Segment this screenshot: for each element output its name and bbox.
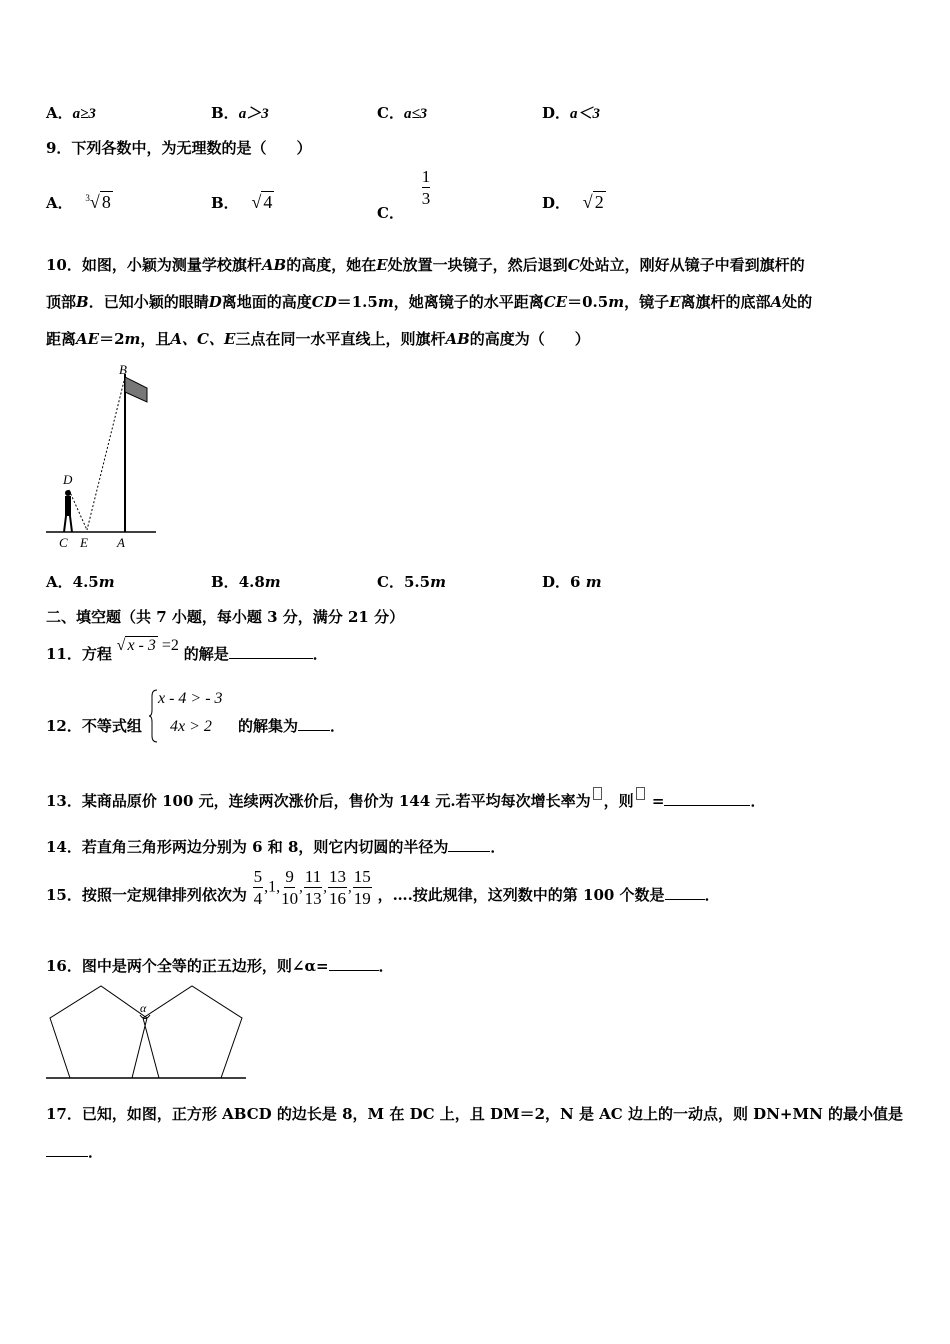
- system-brace: [148, 688, 158, 744]
- q16: 16．图中是两个全等的正五边形，则∠α= ．: [46, 957, 394, 975]
- label-d: D: [63, 472, 73, 487]
- label-e: E: [80, 535, 88, 550]
- q17: 17．已知，如图，正方形 ABCD 的边长是 8，M 在 DC 上，且 DM＝2，N 是 AC 边上的一动点，则 DN+MN 的最小值是．: [46, 1105, 904, 1161]
- pentagons-figure: [44, 982, 248, 1082]
- fraction-11-13: $\frac{11}{13}$: [304, 867, 322, 908]
- fraction-13-16: $\frac{13}{16}$: [329, 867, 347, 908]
- q12-prefix: 12．不等式组: [46, 717, 142, 735]
- section-heading: 二、填空题（共 7 小题，每小题 3 分，满分 21 分）: [46, 608, 405, 626]
- q10-line-2: 顶部B．已知小颖的眼睛D离地面的高度CD＝1.5m，她离镜子的水平距离CE＝0.5m，镜子E离旗杆的底部A处的: [46, 293, 813, 311]
- person-figure: [64, 490, 72, 532]
- q10-option-c: C．5.5m: [377, 573, 446, 591]
- q13: 13．某商品原价 100 元，连续两次涨价后，售价为 144 元.若平均每次增长率为 ，则 = ．: [46, 787, 765, 811]
- q10-line-1: 10．如图，小颖为测量学校旗杆AB的高度，她在E处放置一块镜子，然后退到C处站立，刚好从镜子中看到旗杆的: [46, 256, 805, 274]
- flagpole-figure: [44, 362, 160, 552]
- q11: 11．方程 √ x - 3 =2 的解是 ．: [46, 637, 328, 663]
- q10-line-3: 距离AE＝2m，且A、C、E三点在同一水平直线上，则旗杆AB的高度为（ ）: [46, 330, 590, 348]
- sqrt-2: √ 2: [582, 192, 604, 212]
- q12-inequality-1: x - 4 > - 3: [158, 690, 223, 707]
- q14: 14．若直角三角形两边分别为 6 和 8，则它内切圆的半径为 ．: [46, 838, 506, 856]
- q9-stem: 9．下列各数中，为无理数的是（ ）: [46, 139, 312, 157]
- q8-option-b: B．a＞3: [211, 104, 269, 122]
- q9-option-d: D． √ 2: [542, 192, 604, 212]
- variable-placeholder: [593, 787, 602, 800]
- fraction-5-4: $\frac{5}{4}$: [253, 867, 263, 908]
- label-c: C: [59, 535, 68, 550]
- fraction-9-10: $\frac{9}{10}$: [281, 867, 299, 908]
- q9-option-b: B． √ 4: [211, 192, 273, 212]
- q8-option-c: C．a≤3: [377, 104, 428, 122]
- q8-option-a: A．a≥3: [46, 104, 96, 122]
- q12-inequality-2: 4x > 2: [170, 718, 212, 735]
- sight-line-be: [87, 377, 125, 530]
- cube-root-8: $^3$√ 8: [85, 192, 111, 212]
- q12-suffix: 的解集为 ．: [238, 717, 346, 735]
- q8-option-d: D．a＜3: [542, 104, 601, 122]
- right-pentagon: [143, 986, 242, 1078]
- sqrt-x-minus-3: √ x - 3: [116, 637, 156, 654]
- fraction-one-third: $\frac{1}{3}$: [421, 167, 431, 208]
- label-b: B: [119, 362, 127, 377]
- q9-option-a: A． $^3$√ 8: [46, 192, 111, 212]
- variable-placeholder: [636, 787, 645, 800]
- flag: [125, 377, 147, 402]
- alpha-label: α: [140, 1001, 147, 1015]
- label-a: A: [117, 535, 125, 550]
- q15: 15．按照一定规律排列依次为 $\frac{5}{4}$ ,1, $\frac{9}{10}$ , $\frac{11}{13}$ , $\frac{13}{16}$ , $\frac{15}{19}$ ，….按此规律，这列数中的第 100 个数是 ．: [46, 867, 720, 908]
- q10-option-a: A．4.5m: [46, 573, 115, 591]
- q10-option-d: D．6 m: [542, 573, 602, 591]
- left-pentagon: [50, 986, 147, 1078]
- q10-option-b: B．4.8m: [211, 573, 281, 591]
- fraction-15-19: $\frac{15}{19}$: [353, 867, 371, 908]
- q9-option-c: C． $\frac{1}{3}$: [377, 167, 431, 222]
- sqrt-4: √ 4: [251, 192, 273, 212]
